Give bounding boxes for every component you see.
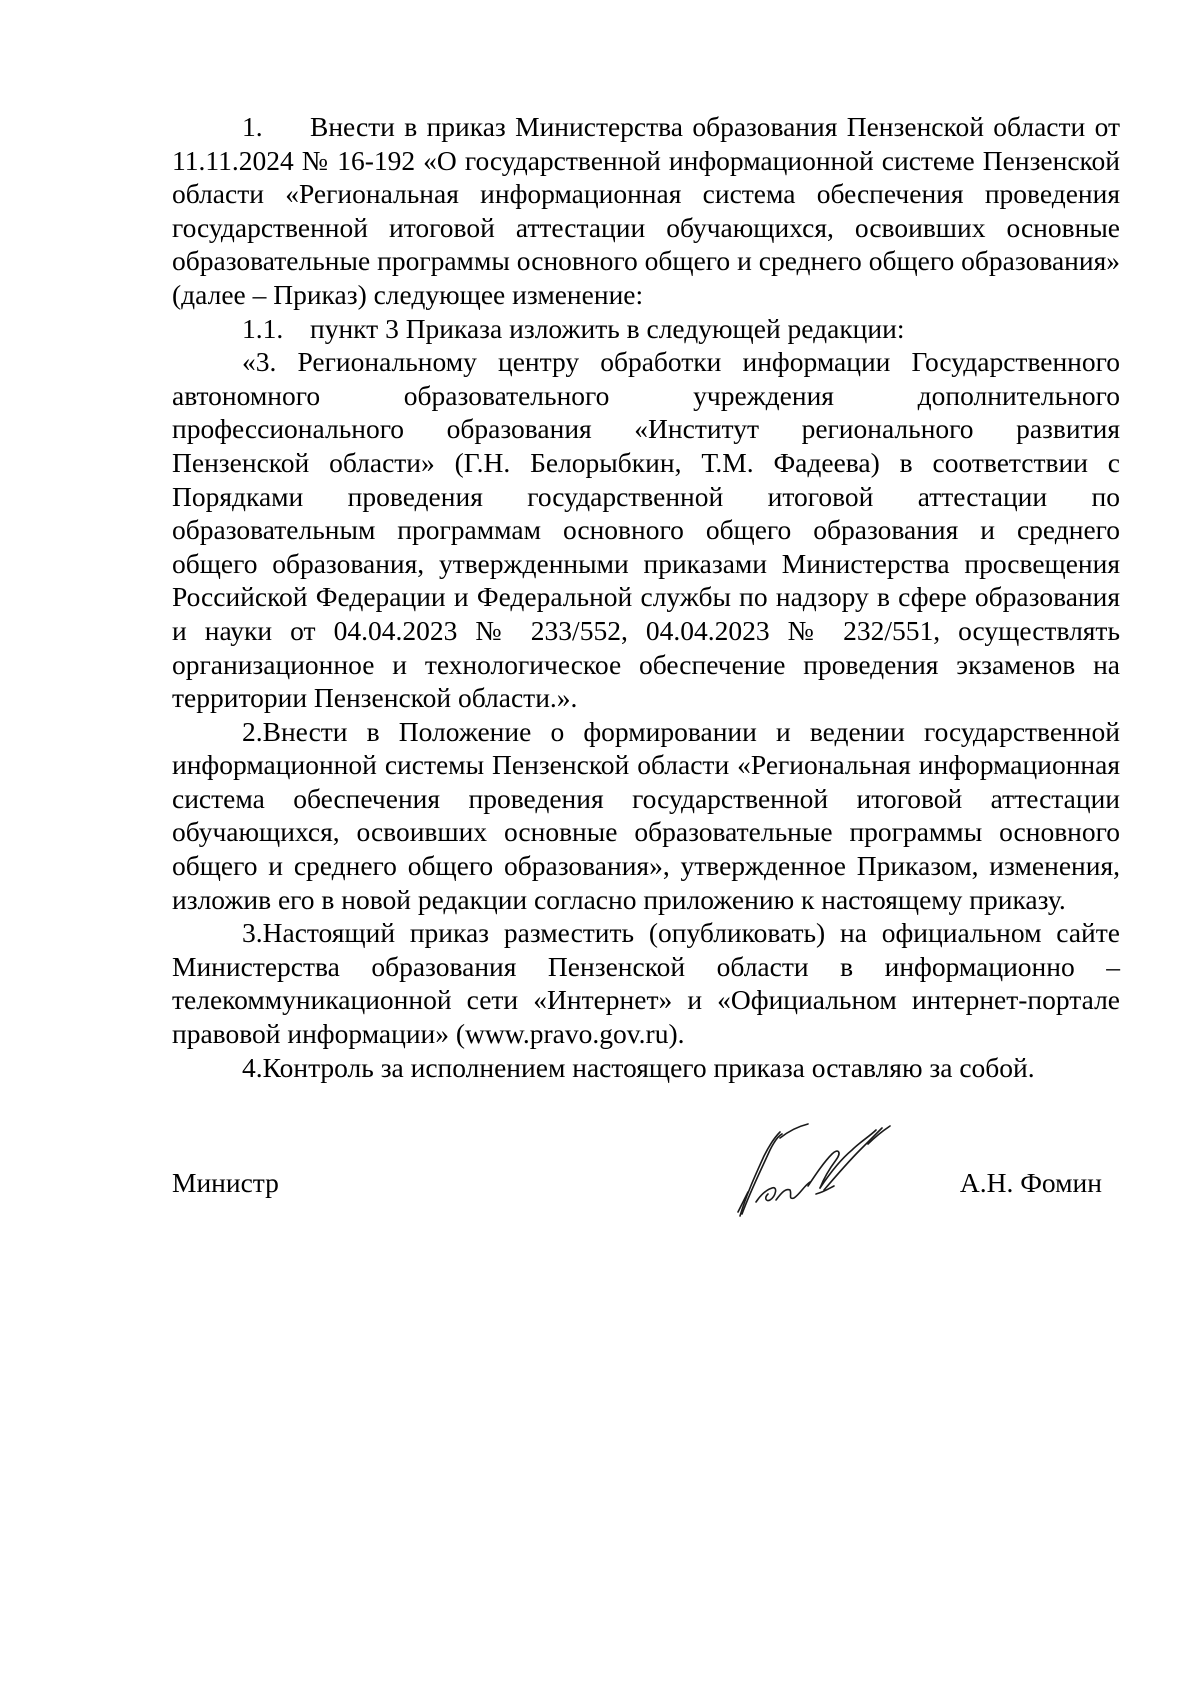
item-1-1-number: 1.1. (242, 312, 284, 344)
item-1-number: 1. (242, 111, 263, 142)
item-2: 2.Внести в Положение о формировании и ведении государственной информационной системы Пензенской области «Региональная информационная система обеспечения проведения государственной итоговой аттестации обучающихся, освоивших основные образовательные программы основного общего и среднего общего образования», утвержденное Приказом, изменения, изложив его в новой редакции согласно приложению к настоящему приказу. (172, 715, 1120, 915)
signer-position: Министр (172, 1167, 279, 1198)
item-1-text: Внести в приказ Министерства образования Пензенской области от 11.11.2024 № 16-192 «О государственной информационной системе Пензенской области «Региональная информационная система обеспечения проведения государственной итоговой аттестации обучающихся, освоивших основные образовательные программы основного общего и среднего общего образования» (далее – Приказ) следующее изменение: (172, 111, 1120, 310)
item-3: 3.Настоящий приказ разместить (опубликовать) на официальном сайте Министерства образования Пензенской области в информационно – телекоммуникационной сети «Интернет» и «Официальном интернет-портале правовой информации» (www.pravo.gov.ru). (172, 917, 1120, 1050)
signer-name: А.Н. Фомин (959, 1167, 1102, 1198)
quoted-paragraph: «3. Региональному центру обработки информации Государственного автономного образовательного учреждения дополнительного профессионального образования «Институт регионального развития Пензенской области» (Г.Н. Белорыбкин, Т.М. Фадеева) в соответствии с Порядками проведения государственной итоговой аттестации по образовательным программам основного общего образования и среднего общего образования, утвержденными приказами Министерства просвещения Российской Федерации и Федеральной службы по надзору в сфере образования и науки от 04.04.2023 № 233/552, 04.04.2023 № 232/551, осуществлять организационное и технологическое обеспечение проведения экзаменов на территории Пензенской области.». (172, 346, 1120, 714)
item-1 (172, 110, 1120, 312)
signature-block (172, 1150, 1102, 1270)
item-4: 4.Контроль за исполнением настоящего приказа оставляю за собой. (242, 1051, 1035, 1083)
item-1-1-text: пункт 3 Приказа изложить в следующей редакции: (310, 312, 905, 344)
document-body (172, 110, 1120, 1084)
handwritten-signature-icon (720, 1116, 910, 1226)
item-1-1 (172, 312, 1120, 346)
